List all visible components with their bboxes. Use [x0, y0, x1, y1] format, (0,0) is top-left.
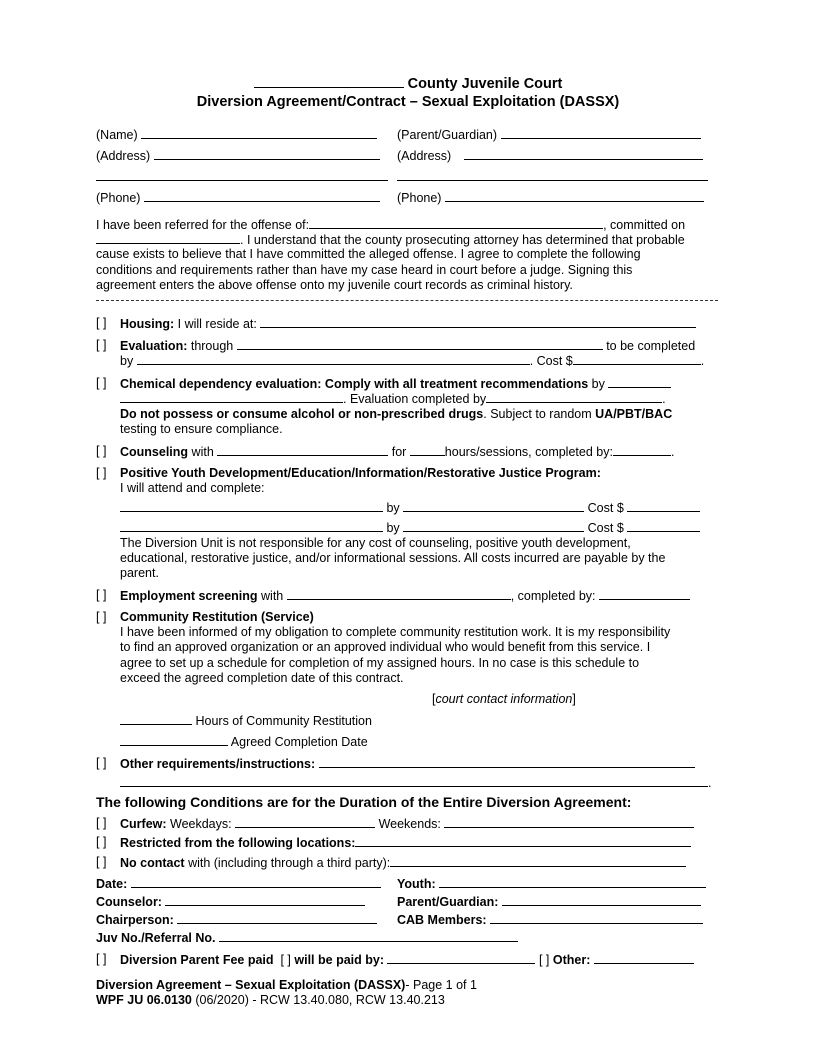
fee-date-field[interactable] [387, 952, 535, 964]
counseling-text: hours/sessions, completed by: [444, 445, 613, 459]
committed-date-field[interactable] [96, 232, 240, 244]
fee-will-pay-checkbox[interactable]: [ ] [280, 953, 291, 967]
no-contact-row [120, 855, 686, 871]
period: . [708, 776, 712, 790]
phone-field[interactable] [144, 190, 380, 202]
parent-phone-row [397, 190, 704, 206]
chemical-text: . Subject to random [483, 407, 596, 421]
employment-text: with [257, 589, 284, 603]
name-field[interactable] [141, 127, 377, 139]
fee-other-label: Other: [552, 953, 591, 967]
youth-signature-field[interactable] [439, 876, 706, 888]
parent-address-field-2[interactable] [397, 169, 708, 181]
curfew-label: Curfew: [120, 817, 167, 831]
chemical-completed-field[interactable] [486, 391, 662, 403]
form-title: Diversion Agreement/Contract – Sexual Exploitation (DASSX) [196, 94, 620, 110]
employment-provider-field[interactable] [287, 588, 511, 600]
date-label: Date: [96, 877, 128, 891]
restitution-hours-field[interactable] [120, 713, 192, 725]
court-name: County Juvenile Court [407, 76, 563, 92]
restitution-date-field[interactable] [120, 734, 228, 746]
footer-title [96, 978, 477, 993]
chemical-warning: Do not possess or consume alcohol or non-prescribed drugs [120, 407, 484, 421]
chemical-by-field[interactable] [608, 376, 671, 388]
youth-row [397, 876, 706, 892]
page-number: - Page 1 of 1 [405, 978, 477, 992]
program-cost-field[interactable] [627, 500, 700, 512]
program-label: Positive Youth Development/Education/Information/Restorative Justice Program: [120, 466, 601, 480]
court-contact-text: court contact information [435, 692, 573, 706]
curfew-checkbox[interactable]: [ ] [96, 816, 107, 830]
chemical-label: Chemical dependency evaluation: Comply with all treatment recommendations [120, 377, 589, 391]
evaluation-cost-field[interactable] [573, 353, 701, 365]
program-row-2 [120, 520, 700, 536]
other-row-2 [120, 775, 711, 791]
parent-address-label: (Address) [397, 149, 452, 163]
chemical-checkbox[interactable]: [ ] [96, 376, 107, 390]
divider [96, 300, 718, 301]
fee-will-pay-label: will be paid by: [294, 953, 384, 967]
evaluation-provider-field[interactable] [237, 338, 603, 350]
intro-text: , committed on [603, 218, 686, 232]
counseling-row [120, 444, 674, 460]
program-date-field[interactable] [403, 520, 584, 532]
program-checkbox[interactable]: [ ] [96, 466, 107, 480]
housing-field[interactable] [260, 316, 696, 328]
housing-checkbox[interactable]: [ ] [96, 316, 107, 330]
intro-line-1 [96, 217, 685, 233]
parent-row [397, 127, 701, 143]
program-date-field[interactable] [403, 500, 584, 512]
weekends-label: Weekends: [375, 817, 441, 831]
counseling-date-field[interactable] [613, 444, 671, 456]
chemical-text: . Evaluation completed by [343, 392, 487, 406]
chemical-row [120, 376, 671, 392]
no-contact-text: with (including through a third party): [184, 856, 391, 870]
program-note-3: parent. [120, 566, 159, 580]
juv-label: Juv No./Referral No. [96, 931, 216, 945]
housing-text: I will reside at: [174, 317, 257, 331]
fee-row [120, 952, 694, 968]
address-line2 [96, 169, 388, 185]
evaluation-text: by [120, 354, 134, 368]
counselor-label: Counselor: [96, 895, 162, 909]
employment-text: , completed by: [510, 589, 596, 603]
weekdays-field[interactable] [235, 816, 375, 828]
other-field-2[interactable] [120, 775, 708, 787]
weekdays-label: Weekdays: [166, 817, 232, 831]
offense-field[interactable] [309, 217, 603, 229]
date-row [96, 876, 381, 892]
program-row-1 [120, 500, 700, 516]
program-text: by [383, 521, 400, 535]
restitution-hours-row [120, 713, 372, 729]
counseling-text: with [188, 445, 214, 459]
juv-row [96, 930, 518, 946]
restitution-label: Community Restitution (Service) [120, 610, 314, 624]
parent-signature-row [397, 894, 701, 910]
program-attend: I will attend and complete: [120, 481, 265, 495]
chair-label: Chairperson: [96, 913, 174, 927]
evaluation-text: . Cost $ [529, 354, 573, 368]
cab-signature-field[interactable] [490, 912, 703, 924]
date-field[interactable] [131, 876, 381, 888]
no-contact-label: No contact [120, 856, 185, 870]
program-note-2: educational, restorative justice, and/or informational sessions. All costs incurred are payable by the [120, 551, 666, 565]
intro-line-3: cause exists to believe that I have committed the alleged offense. I agree to complete the following [96, 247, 641, 261]
counseling-hours-field[interactable] [410, 444, 445, 456]
form-number: WPF JU 06.0130 [96, 993, 192, 1007]
chair-row [96, 912, 377, 928]
fee-other-checkbox[interactable]: [ ] [538, 953, 550, 967]
counselor-row [96, 894, 365, 910]
fee-other-field[interactable] [594, 952, 694, 964]
name-row [96, 127, 377, 143]
other-label: Other requirements/instructions: [120, 757, 316, 771]
restitution-checkbox[interactable]: [ ] [96, 610, 107, 624]
evaluation-label: Evaluation: [120, 339, 188, 353]
address-field[interactable] [154, 148, 380, 160]
parent-label: (Parent/Guardian) [397, 128, 498, 142]
parent-field[interactable] [501, 127, 701, 139]
cab-row [397, 912, 703, 928]
footer-form-title: Diversion Agreement – Sexual Exploitation (DASSX) [96, 978, 406, 992]
counseling-checkbox[interactable]: [ ] [96, 444, 107, 458]
name-label: (Name) [96, 128, 138, 142]
counselor-signature-field[interactable] [165, 894, 365, 906]
other-row [120, 756, 695, 772]
parent-address-field[interactable] [464, 148, 703, 160]
no-contact-checkbox[interactable]: [ ] [96, 855, 107, 869]
chemical-date-field[interactable] [120, 391, 343, 403]
restricted-checkbox[interactable]: [ ] [96, 835, 107, 849]
weekends-field[interactable] [444, 816, 694, 828]
address-row [96, 148, 380, 164]
chemical-text: by [588, 377, 605, 391]
address-label: (Address) [96, 149, 151, 163]
chemical-tests: UA/PBT/BAC [595, 407, 673, 421]
evaluation-text: to be completed [602, 339, 696, 353]
chemical-row-4: testing to ensure compliance. [120, 422, 283, 436]
restricted-field[interactable] [355, 835, 691, 847]
intro-text: I have been referred for the offense of: [96, 218, 310, 232]
fee-paid-label: Diversion Parent Fee paid [120, 953, 274, 967]
employment-row [120, 588, 690, 604]
county-blank[interactable] [254, 76, 404, 88]
court-contact: [court contact information] [432, 692, 576, 706]
juv-field[interactable] [219, 930, 518, 942]
program-text: Cost $ [584, 521, 624, 535]
intro-line-4: conditions and requirements rather than have my case heard in court before a judge. Signing this [96, 263, 633, 277]
chemical-row-2 [120, 391, 666, 407]
period: . [670, 445, 675, 459]
evaluation-checkbox[interactable]: [ ] [96, 338, 107, 352]
evaluation-date-field[interactable] [137, 353, 530, 365]
no-contact-field[interactable] [390, 855, 686, 867]
program-text: Cost $ [584, 501, 624, 515]
housing-row [120, 316, 696, 332]
parent-signature-field[interactable] [502, 894, 701, 906]
housing-label: Housing: [120, 317, 175, 331]
court-title [0, 76, 816, 92]
employment-label: Employment screening [120, 589, 258, 603]
period: . [700, 354, 705, 368]
address-field-2[interactable] [96, 169, 388, 181]
program-name-field[interactable] [120, 500, 383, 512]
restitution-hours-label: Hours of Community Restitution [192, 714, 372, 728]
employment-date-field[interactable] [599, 588, 690, 600]
restitution-text-4: exceed the agreed completion date of this contract. [120, 671, 404, 685]
cab-label: CAB Members: [397, 913, 487, 927]
restitution-text-3: agree to set up a schedule for completion of my assigned hours. In no case is this schedule to [120, 656, 640, 670]
phone-row [96, 190, 380, 206]
program-text: by [383, 501, 400, 515]
restitution-text-1: I have been informed of my obligation to complete community restitution work. It is my responsibility [120, 625, 671, 639]
program-note-1: The Diversion Unit is not responsible for any cost of counseling, positive youth development, [120, 536, 631, 550]
fee-paid-checkbox[interactable]: [ ] [96, 952, 107, 966]
restitution-date-row [120, 734, 368, 750]
program-cost-field[interactable] [627, 520, 700, 532]
parent-address-row [397, 148, 703, 164]
youth-label: Youth: [397, 877, 436, 891]
parent-signature-label: Parent/Guardian: [397, 895, 499, 909]
other-field[interactable] [319, 756, 695, 768]
intro-line-5: agreement enters the above offense onto my juvenile court records as criminal history. [96, 278, 573, 292]
period: . [662, 392, 666, 406]
curfew-row [120, 816, 694, 832]
program-name-field[interactable] [120, 520, 383, 532]
intro-line-2 [96, 232, 685, 248]
counseling-text: for [388, 445, 407, 459]
footer-form-info [96, 993, 445, 1008]
parent-address-line2 [397, 169, 708, 185]
other-checkbox[interactable]: [ ] [96, 756, 107, 770]
employment-checkbox[interactable]: [ ] [96, 588, 107, 602]
counseling-label: Counseling [120, 445, 189, 459]
phone-label: (Phone) [96, 191, 141, 205]
restitution-text-2: to find an approved organization or an approved individual who would benefit from this service. I [120, 640, 651, 654]
restitution-date-label: Agreed Completion Date [228, 735, 368, 749]
parent-phone-label: (Phone) [397, 191, 442, 205]
evaluation-row [120, 338, 695, 354]
counseling-provider-field[interactable] [217, 444, 388, 456]
chair-signature-field[interactable] [177, 912, 377, 924]
intro-text: . I understand that the county prosecuting attorney has determined that probable [240, 233, 685, 247]
conditions-heading: The following Conditions are for the Duration of the Entire Diversion Agreement: [96, 794, 632, 810]
evaluation-text: through [187, 339, 234, 353]
chemical-row-3 [120, 407, 672, 422]
evaluation-row-2 [120, 353, 704, 369]
parent-phone-field[interactable] [445, 190, 704, 202]
restricted-label: Restricted from the following locations: [120, 836, 356, 850]
rcw-reference: (06/2020) - RCW 13.40.080, RCW 13.40.213 [191, 993, 445, 1007]
restricted-row [120, 835, 691, 851]
